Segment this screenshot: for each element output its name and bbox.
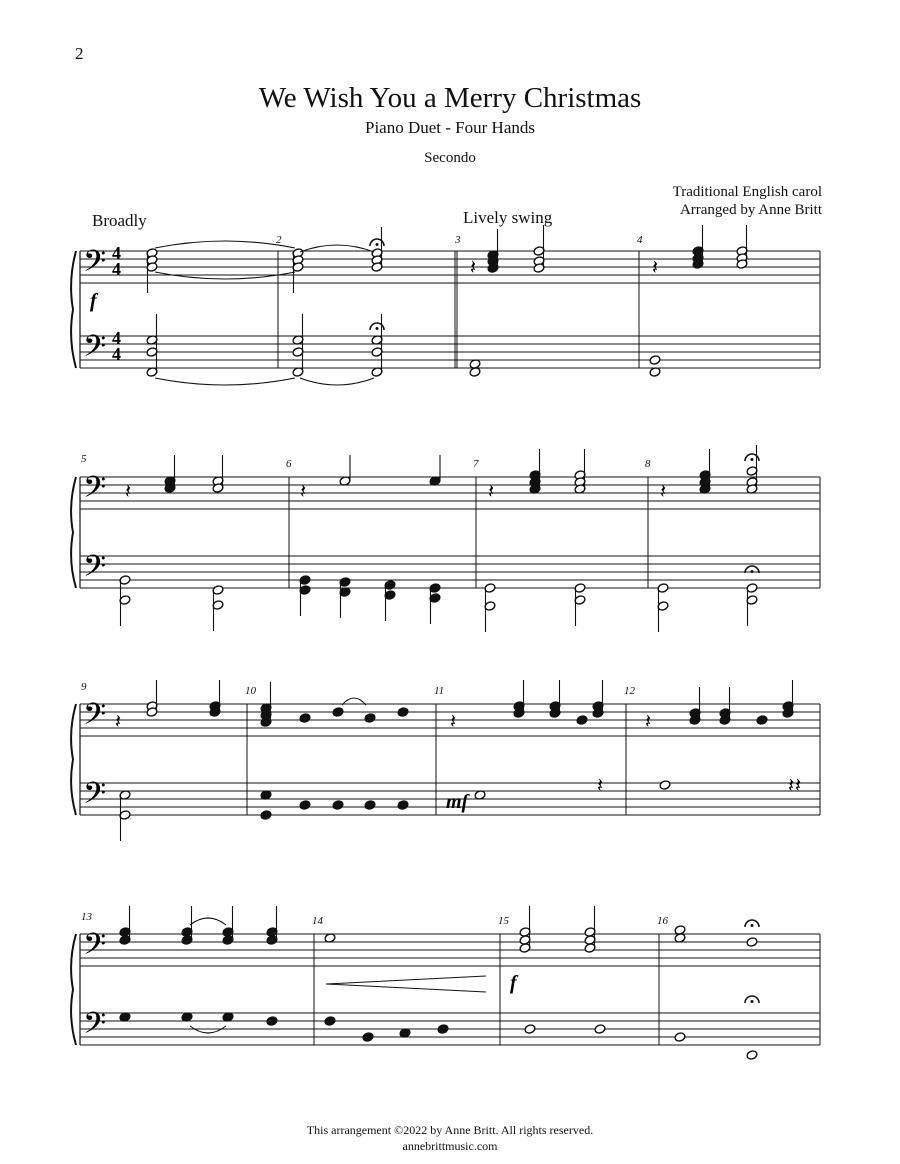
measure-number-9: 9 (81, 681, 87, 693)
quarter-rest-icon: 𝄽 (115, 709, 122, 733)
quarter-rest-icon: 𝄽 (450, 709, 457, 733)
notehead (362, 1032, 374, 1043)
brace-icon (71, 934, 76, 1045)
quarter-rest-icon: 𝄽 (788, 773, 795, 797)
lower-staff (80, 1007, 820, 1048)
measure-number-8: 8 (645, 458, 651, 470)
upper-staff (80, 245, 820, 286)
piece-title: We Wish You a Merry Christmas (258, 82, 642, 114)
bass-clef-icon: 𝄢 (83, 698, 107, 739)
quarter-rest-icon: 𝄽 (660, 479, 667, 503)
notehead (332, 707, 344, 718)
bass-clef-icon: 𝄢 (83, 928, 107, 969)
measure-number-15: 15 (498, 915, 509, 927)
whole-note (649, 355, 661, 366)
quarter-rest-icon: 𝄽 (300, 479, 307, 503)
bass-clef-icon: 𝄢 (83, 245, 107, 286)
lower-staff (80, 550, 820, 591)
quarter-rest-icon: 𝄽 (795, 773, 802, 797)
notehead (594, 1024, 606, 1035)
svg-text:4: 4 (112, 328, 121, 348)
tie (300, 378, 374, 385)
svg-text:4: 4 (112, 243, 121, 263)
measure-number-12: 12 (624, 685, 635, 697)
whole-note (674, 1032, 686, 1043)
measure-number-7: 7 (473, 458, 479, 470)
dynamic-mezzo-forte-m11: mf (446, 791, 469, 813)
time-signature-bass (112, 328, 121, 364)
measure-number-14: 14 (312, 915, 323, 927)
tempo-broadly: Broadly (92, 211, 147, 230)
dynamic-forte-m15: f (510, 972, 517, 994)
notehead (299, 800, 311, 811)
quarter-rest-icon: 𝄽 (488, 479, 495, 503)
piece-subtitle: Piano Duet - Four Hands (365, 118, 535, 137)
quarter-rest-icon: 𝄽 (597, 773, 604, 797)
notehead (524, 1024, 536, 1035)
quarter-rest-icon: 𝄽 (652, 255, 659, 279)
lower-staff (80, 330, 820, 371)
measure-number-6: 6 (286, 458, 292, 470)
notehead (299, 713, 311, 724)
measure-number-16: 16 (657, 915, 668, 927)
dynamic-forte-m1: f (90, 290, 97, 312)
bass-clef-icon: 𝄢 (83, 777, 107, 818)
quarter-rest-icon: 𝄽 (470, 255, 477, 279)
bass-clef-icon: 𝄢 (83, 550, 107, 591)
notehead (576, 715, 588, 726)
system-1 (71, 245, 820, 371)
notehead (397, 800, 409, 811)
brace-icon (71, 477, 76, 588)
measure-number-11: 11 (434, 685, 445, 697)
notehead (364, 800, 376, 811)
notehead (364, 713, 376, 724)
whole-note (746, 1050, 758, 1061)
notehead (659, 780, 671, 791)
notehead (332, 800, 344, 811)
part-name: Secondo (424, 150, 476, 166)
crescendo-hairpin (326, 976, 486, 992)
bass-clef-icon: 𝄢 (83, 1007, 107, 1048)
tie (190, 918, 226, 925)
tie (155, 241, 295, 248)
time-signature-treble (112, 243, 121, 279)
notehead (266, 1016, 278, 1027)
bass-clef-icon: 𝄢 (83, 330, 107, 371)
bass-clef-icon: 𝄢 (83, 471, 107, 512)
quarter-rest-icon: 𝄽 (125, 479, 132, 503)
measure-number-13: 13 (81, 911, 92, 923)
whole-note (746, 937, 758, 948)
svg-text:4: 4 (112, 259, 121, 279)
notehead (437, 1024, 449, 1035)
svg-text:4: 4 (112, 344, 121, 364)
measure-number-2: 2 (276, 234, 282, 246)
brace-icon (71, 704, 76, 815)
quarter-rest-icon: 𝄽 (645, 709, 652, 733)
tempo-lively-swing: Lively swing (463, 208, 553, 227)
copyright-notice: This arrangement ©2022 by Anne Britt. All rights reserved. (306, 1123, 594, 1137)
measure-number-10: 10 (245, 685, 256, 697)
measure-number-3: 3 (455, 234, 461, 246)
measure-number-5: 5 (81, 453, 87, 465)
notehead (756, 715, 768, 726)
notehead (260, 810, 272, 821)
notehead (397, 707, 409, 718)
website-url: annebrittmusic.com (402, 1139, 498, 1153)
tie (155, 378, 295, 385)
measure-number-4: 4 (637, 234, 643, 246)
brace-icon (71, 251, 76, 368)
notehead (324, 1016, 336, 1027)
composer-credit: Traditional English carol (672, 184, 822, 200)
page-number: 2 (75, 44, 84, 63)
arranger-credit: Arranged by Anne Britt (679, 202, 822, 218)
